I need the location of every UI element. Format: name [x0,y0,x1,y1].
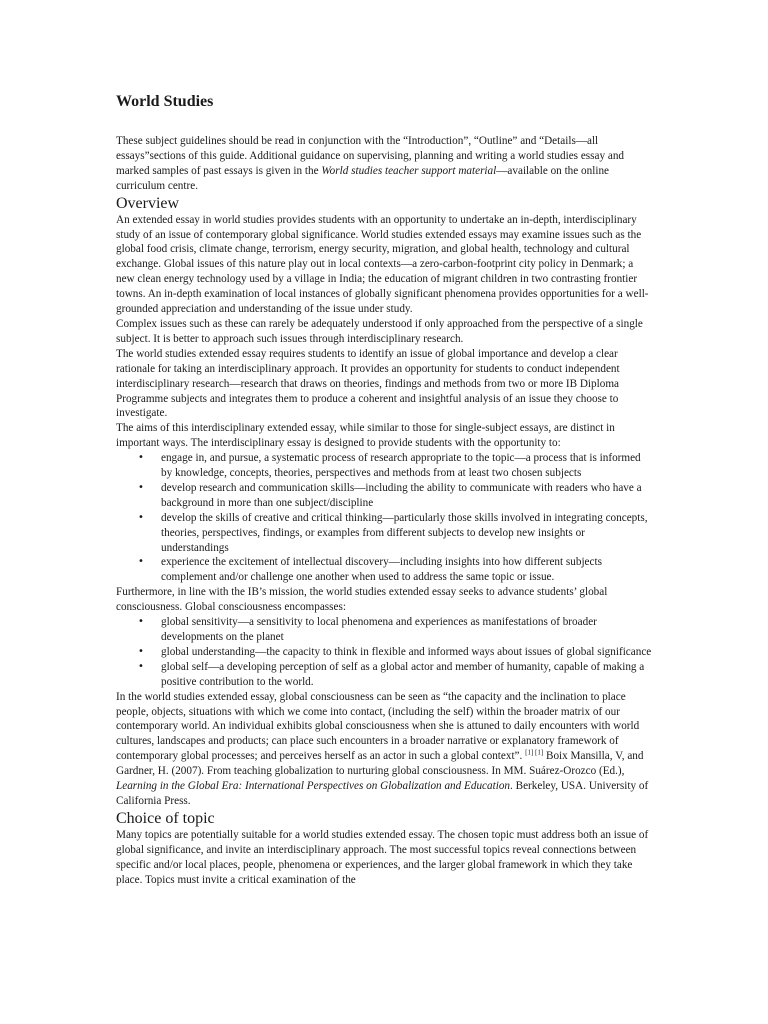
document-page [116,92,652,888]
page-title: World Studies [116,93,214,110]
intro-paragraph [116,134,652,194]
teacher-support-material-title: World studies teacher support material [321,164,497,177]
intro-text-end: —available on the online curriculum centre. [116,164,610,192]
list-item: • experience the excitement of intellectual discovery—including insights into how different subjects complement and/or challenge one another when used to address the same topic or issue. [116,555,652,585]
choice-of-topic-heading: Choice of topic [116,809,215,827]
reference-text: Boix Mansilla, V, and Gardner, H. (2007). From teaching globalization to nurturing global consciousness. In MM. Suárez-Orozco (Ed.), [116,750,644,778]
quote-text: In the world studies extended essay, global consciousness can be seen as “the capacity and the inclination to place people, objects, situations with which we come into contact, (including the self) within the broader matrix of our contemporary world. An individual exhibits global consciousness when she is attuned to daily encounters with world cultures, landscapes and products; can place such encounters in a broader narrative or explanatory framework of contemporary global processes; and perceives herself as an actor in such a global context”. [116,690,640,763]
intro-text: These subject guidelines should be read in conjunction with the “Introduction”, “Outline” and “Details—all essays”sections of this guide. Additional guidance on supervising, planning and writing a world studies essay and marked samples of past essays is given in the [116,135,625,177]
reference-book-title: Learning in the Global Era: International Perspectives on Globalization and Education [116,780,511,793]
aims-list [116,451,652,585]
reference-publisher: . Berkeley, USA. University of California Press. [116,780,649,807]
global-consciousness-list [116,615,652,690]
overview-paragraph-2: Complex issues such as these can rarely be adequately understood if only approached from the perspective of a single subject. It is better to approach such issues through interdisciplinary research. [116,317,643,345]
overview-paragraph-1: An extended essay in world studies provides students with an opportunity to undertake an in-depth, interdisciplinary study of an issue of contemporary global significance. World studies extended essays may examine issues such as the global food crisis, climate change, terrorism, energy security, migration, and global health, technology and cultural exchange. Global issues of this nature play out in local contexts—a zero-carbon-footprint city policy in Denmark; a new clean energy technology used by a village in India; the education of migrant children in two contrasting frontier towns. An in-depth examination of local instances of globally significant phenomena provides opportunities for a well-grounded appreciation and understanding of the issue under study. [116,213,649,316]
choice-paragraph-1: Many topics are potentially suitable for a world studies extended essay. The chosen topic must address both an issue of global significance, and invite an interdisciplinary approach. The most successful topics reveal connections between specific and/or local places, people, phenomena or experiences, and the larger global framework in which they take place. Topics must invite a critical examination of the [116,828,649,886]
list-item: • global self—a developing perception of self as a global actor and member of humanity, capable of making a positive contribution to the world. [116,660,652,690]
list-item: • global sensitivity—a sensitivity to local phenomena and experiences as manifestations of broader developments on the planet [116,615,652,645]
list-item: • global understanding—the capacity to think in flexible and informed ways about issues of global significance [116,645,652,660]
list-item: • develop research and communication skills—including the ability to communicate with readers who have a background in more than one subject/discipline [116,481,652,511]
overview-heading: Overview [116,194,180,212]
overview-paragraph-4: The aims of this interdisciplinary extended essay, while similar to those for single-subject essays, are distinct in important ways. The interdisciplinary essay is designed to provide students with the opportunity to: [116,422,615,450]
footnote-reference[interactable]: [1] [1] [525,748,544,757]
list-item: • develop the skills of creative and critical thinking—particularly those skills involved in integrating concepts, theories, perspectives, findings, or examples from different subjects to develop new insights or understandings [116,511,652,556]
overview-paragraph-6 [116,690,652,809]
overview-paragraph-5: Furthermore, in line with the IB’s mission, the world studies extended essay seeks to advance students’ global consciousness. Global consciousness encompasses: [116,586,608,614]
list-item: • engage in, and pursue, a systematic process of research appropriate to the topic—a process that is informed by knowledge, concepts, theories, perspectives and methods from at least two chosen subjects [116,451,652,481]
overview-paragraph-3: The world studies extended essay requires students to identify an issue of global importance and develop a clear rationale for taking an interdisciplinary approach. It provides an opportunity for students to conduct independent interdisciplinary research—research that draws on theories, findings and methods from two or more IB Diploma Programme subjects and integrates them to produce a coherent and insightful analysis of an issue they choose to investigate. [116,347,620,420]
